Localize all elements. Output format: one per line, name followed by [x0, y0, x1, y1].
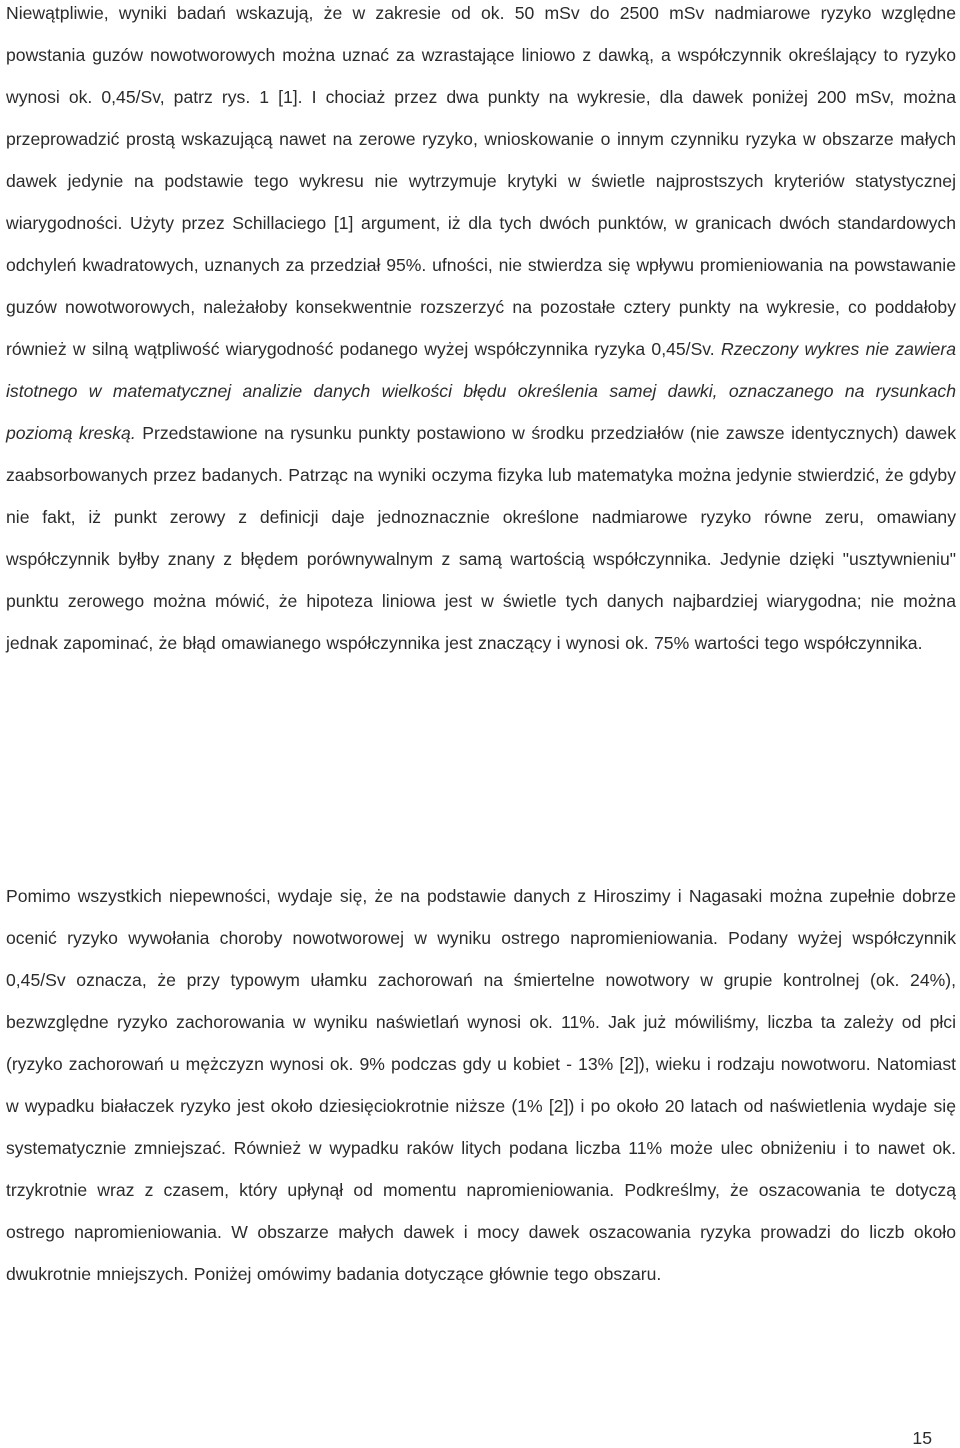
page-number: 15: [912, 1428, 932, 1448]
paragraph-dose-risk: [6, 0, 956, 664]
paragraph-text: Niewątpliwie, wyniki badań wskazują, że w zakresie od ok. 50 mSv do 2500 mSv nadmiarowe ryzyko względne powstania guzów nowotworowych można uznać za wzrastające liniowo z dawką, a współczynnik określający to ryzyko wynosi ok. 0,45/Sv, patrz rys. 1 [1]. I chociaż przez dwa punkty na wykresie, dla dawek poniżej 200 mSv, można przeprowadzić prostą wskazującą nawet na zerowe ryzyko, wnioskowanie o innym czynniku ryzyka w obszarze małych dawek jedynie na podstawie tego wykresu nie wytrzymuje krytyki w świetle najprostszych kryteriów statystycznej wiarygodności. Użyty przez Schillaciego [1] argument, iż dla tych dwóch punktów, w granicach dwóch standardowych odchyleń kwadratowych, uznanych za przedział 95%. ufności, nie stwierdza się wpływu promieniowania na powstawanie guzów nowotworowych, należałoby konsekwentnie rozszerzyć na pozostałe cztery punkty na wykresie, co poddałoby również w silną wątpliwość wiarygodność podanego wyżej współczynnika ryzyka 0,45/Sv.: [6, 3, 956, 359]
paragraph-text-continued: Przedstawione na rysunku punkty postawiono w środku przedziałów (nie zawsze identycznych) dawek zaabsorbowanych przez badanych. Patrząc na wyniki oczyma fizyka lub matematyka można jedynie stwierdzić, że gdyby nie fakt, iż punkt zerowy z definicji daje jednoznacznie określone nadmiarowe ryzyko równe zeru, omawiany współczynnik byłby znany z błędem porównywalnym z samą wartością współczynnika. Jedynie dzięki "usztywnieniu" punktu zerowego można mówić, że hipoteza liniowa jest w świetle tych danych najbardziej wiarygodna; nie można jednak zapominać, że błąd omawianego współczynnika jest znaczący i wynosi ok. 75% wartości tego współczynnika.: [6, 423, 956, 653]
paragraph-hiroshima-nagasaki: Pomimo wszystkich niepewności, wydaje się, że na podstawie danych z Hiroszimy i Nagasaki można zupełnie dobrze ocenić ryzyko wywołania choroby nowotworowej w wyniku ostrego napromieniowania. Podany wyżej współczynnik 0,45/Sv oznacza, że przy typowym ułamku zachorowań na śmiertelne nowotwory w grupie kontrolnej (ok. 24%), bezwzględne ryzyko zachorowania w wyniku naświetlań wynosi ok. 11%. Jak już mówiliśmy, liczba ta zależy od płci (ryzyko zachorowań u mężczyzn wynosi ok. 9% podczas gdy u kobiet - 13% [2]), wieku i rodzaju nowotworu. Natomiast w wypadku białaczek ryzyko jest około dziesięciokrotnie niższe (1% [2]) i po około 20 latach od naświetlenia wydaje się systematycznie zmniejszać. Również w wypadku raków litych podana liczba 11% może ulec obniżeniu i to nawet ok. trzykrotnie wraz z czasem, który upłynął od momentu napromieniowania. Podkreślmy, że oszacowania te dotyczą ostrego napromieniowania. W obszarze małych dawek i mocy dawek oszacowania ryzyka prowadzi do liczb około dwukrotnie mniejszych. Poniżej omówimy badania dotyczące głównie tego obszaru.: [6, 886, 956, 1284]
italic-remark: Rzeczony wykres nie zawiera istotnego w matematycznej analizie danych wielkości błędu określenia samej dawki, oznaczanego na rysunkach poziomą kreską.: [6, 339, 956, 443]
